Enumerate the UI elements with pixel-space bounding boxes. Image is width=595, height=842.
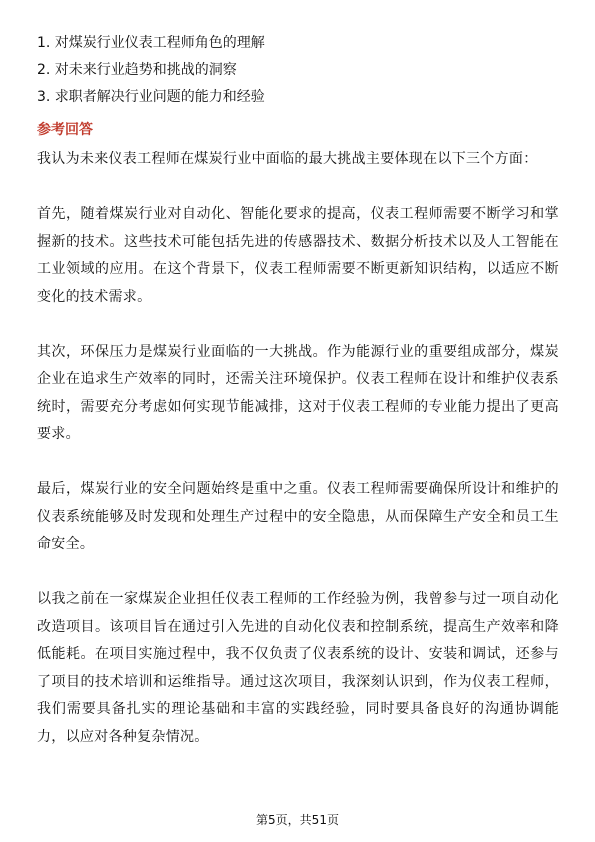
page-number: 第5页，共51页 <box>256 813 339 827</box>
list-item: 1. 对煤炭行业仪表工程师角色的理解 <box>37 35 265 51</box>
paragraph-experience: 以我之前在一家煤炭企业担任仪表工程师的工作经验为例，我曾参与过一项自动化改造项目。该项目旨在通过引入先进的自动化仪表和控制系统，提高生产效率和降低能耗。在项目实施过程中，我不仅负责了仪表系统的设计、安装和调试，还参与了项目的技术培训和运维指导。通过这次项目，我深刻认识到，作为仪表工程师，我们需要具备扎实的理论基础和丰富的实践经验，同时要具备良好的沟通协调能力，以应对各种复杂情况。 <box>37 591 559 745</box>
answer-heading: 参考回答 <box>37 122 93 138</box>
paragraph-last: 最后，煤炭行业的安全问题始终是重中之重。仪表工程师需要确保所设计和维护的仪表系统能够及时发现和处理生产过程中的安全隐患，从而保障生产安全和员工生命安全。 <box>37 481 559 552</box>
paragraph-second: 其次，环保压力是煤炭行业面临的一大挑战。作为能源行业的重要组成部分，煤炭企业在追求生产效率的同时，还需关注环境保护。仪表工程师在设计和维护仪表系统时，需要充分考虑如何实现节能减排，这对于仪表工程师的专业能力提出了更高要求。 <box>37 343 559 442</box>
list-item: 3. 求职者解决行业问题的能力和经验 <box>37 89 265 105</box>
list-item: 2. 对未来行业趋势和挑战的洞察 <box>37 62 237 78</box>
evaluation-points-list <box>37 30 557 111</box>
answer-body <box>37 146 559 751</box>
paragraph-first: 首先，随着煤炭行业对自动化、智能化要求的提高，仪表工程师需要不断学习和掌握新的技术。这些技术可能包括先进的传感器技术、数据分析技术以及人工智能在工业领域的应用。在这个背景下，仪表工程师需要不断更新知识结构，以适应不断变化的技术需求。 <box>37 206 559 305</box>
paragraph-intro: 我认为未来仪表工程师在煤炭行业中面临的最大挑战主要体现在以下三个方面： <box>37 151 538 167</box>
